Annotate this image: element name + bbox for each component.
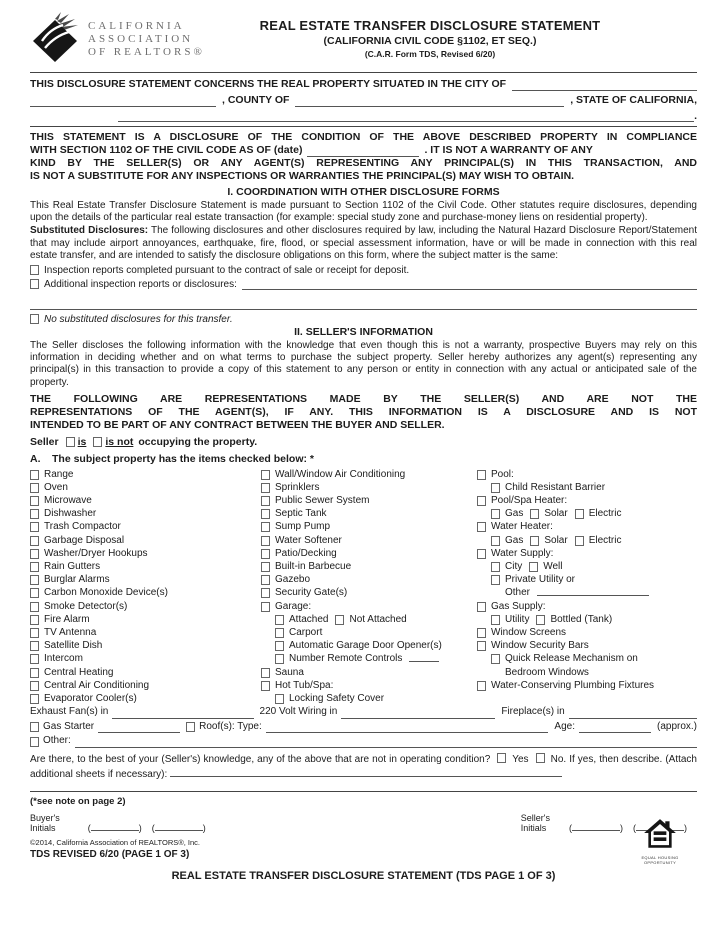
field-label: Gas Starter [43, 720, 95, 732]
equal-housing-logo [637, 818, 683, 865]
checklist-item-label: Septic Tank [275, 508, 327, 520]
checkbox-child-resistant-barrier[interactable] [491, 483, 500, 493]
revision-text: TDS REVISED 6/20 (PAGE 1 OF 3) [30, 849, 190, 861]
field-label: Age: [554, 720, 575, 732]
seller-information-paragraph: The Seller discloses the following information with the knowledge that even though this is not a warranty, prospective Buyers may rely on this information in deciding whether and on what terms to purchase the subject property. Seller hereby authorizes any agent(s) representing any principal(s) in this transaction to provide a copy of this statement to any person or entity in connection with any actual or anticipated sale of the property. [30, 339, 697, 388]
property-items-checklist [30, 468, 697, 706]
checkbox-quick-release-mechanism-on[interactable] [491, 654, 500, 664]
checklist-item-label: Carport [289, 627, 323, 639]
blank-field[interactable] [537, 586, 649, 596]
checklist-row [477, 586, 697, 599]
checkbox-electric[interactable] [575, 509, 584, 519]
county-field[interactable] [295, 96, 564, 107]
additional-reports-option [30, 278, 697, 291]
checkbox-well[interactable] [529, 562, 538, 572]
checklist-item-label: Central Air Conditioning [44, 679, 150, 691]
other-row [30, 735, 697, 748]
item-a-text: The subject property has the items checked below: * [52, 452, 314, 465]
checkbox-no[interactable] [536, 753, 545, 763]
checklist-item-label: City [505, 561, 523, 573]
checklist-item-label: Evaporator Cooler(s) [44, 693, 137, 705]
substituted-disclosures-lead: Substituted Disclosures: [30, 225, 149, 237]
date-field[interactable] [307, 146, 419, 157]
checklist-item-label: Locking Safety Cover [289, 693, 385, 705]
checklist-item-label: Built-in Barbecue [275, 561, 352, 573]
city-field-continued[interactable] [30, 96, 216, 107]
checkbox-pool-spa-heater[interactable] [477, 496, 486, 506]
field-label: Other: [43, 735, 71, 747]
roof-age-field[interactable] [579, 722, 651, 733]
checkbox-trash-compactor[interactable] [30, 522, 39, 532]
checkbox-burglar-alarms[interactable] [30, 575, 39, 585]
checkbox-gas[interactable] [491, 536, 500, 546]
checkbox-seller-is-not-occupying[interactable] [93, 437, 102, 447]
checklist-column-1 [30, 468, 261, 706]
eho-caption: EQUAL HOUSING OPPORTUNITY [641, 855, 679, 866]
footer-note: (*see note on page 2) [30, 796, 126, 808]
substituted-disclosures-body: The following disclosures and other disclosures required by law, including the Natural Hazard Disclosure Report/Statement that may include airport annoyances, earthquake, fire, flood, or special assessment information, have or will be made in connection with this real estate transfer, and are intended to satisfy the disclosure obligations on this form, where the subject matter is the same: [30, 225, 697, 262]
logo-line: CALIFORNIA [88, 19, 185, 32]
checklist-row [30, 666, 261, 679]
checklist-row [477, 666, 697, 679]
checkbox-central-heating[interactable] [30, 668, 39, 678]
checklist-item-label: Number Remote Controls [289, 653, 403, 665]
form-titles [230, 12, 630, 59]
question-text: Are there, to the best of your (Seller's) knowledge, any of the above that are not in operating condition? [30, 754, 491, 766]
field-label: Roof(s): Type: [199, 720, 262, 732]
field-label: 220 Volt Wiring in [259, 706, 338, 718]
checkbox-rain-gutters[interactable] [30, 562, 39, 572]
checkbox-additional-reports[interactable] [30, 279, 39, 289]
checklist-item-label: Automatic Garage Door Opener(s) [289, 640, 442, 652]
checkbox-solar[interactable] [530, 536, 539, 546]
section2-heading: II. SELLER'S INFORMATION [294, 325, 433, 338]
form-subtitle-revision: (C.A.R. Form TDS, Revised 6/20) [364, 49, 496, 59]
checklist-row [30, 613, 261, 626]
roof-type-field[interactable] [266, 722, 549, 733]
item-a-heading [30, 453, 697, 465]
checklist-row [261, 586, 477, 599]
checkbox-gazebo[interactable] [261, 575, 270, 585]
checkbox-gas-supply[interactable] [477, 602, 486, 612]
property-intro [30, 78, 697, 122]
checklist-item-label: Pool: [491, 468, 514, 480]
checkbox-bottled-tank[interactable] [536, 615, 545, 625]
operating-condition-question [30, 753, 697, 781]
checklist-row [477, 507, 697, 520]
checklist-row [261, 679, 477, 692]
checklist-row [30, 600, 261, 613]
checklist-item-label: Oven [44, 481, 68, 493]
checklist-item-label: Attached [289, 613, 329, 625]
checklist-item-label: TV Antenna [44, 627, 97, 639]
checklist-item-label: Well [543, 561, 563, 573]
checklist-item-label: Water Heater: [491, 521, 553, 533]
checklist-item-label: Wall/Window Air Conditioning [275, 468, 406, 480]
checklist-row [477, 481, 697, 494]
checklist-row [261, 534, 477, 547]
checklist-item-label: Water Softener [275, 534, 342, 546]
roof-row [30, 721, 697, 734]
checklist-row [30, 560, 261, 573]
form-title: REAL ESTATE TRANSFER DISCLOSURE STATEMENT [259, 18, 601, 33]
checklist-item-label: Fire Alarm [44, 613, 90, 625]
checklist-row [261, 613, 477, 626]
field-label: (approx.) [656, 720, 697, 732]
checklist-row [261, 494, 477, 507]
checklist-row [261, 626, 477, 639]
checkbox-oven[interactable] [30, 483, 39, 493]
checklist-row [261, 600, 477, 613]
checklist-column-3 [477, 468, 697, 706]
checklist-column-2 [261, 468, 477, 706]
equal-housing-logo-icon [642, 818, 678, 850]
additional-reports-field[interactable] [242, 279, 697, 290]
checklist-item-label: Bedroom Windows [505, 666, 589, 678]
checklist-row [477, 534, 697, 547]
checkbox-septic-tank[interactable] [261, 509, 270, 519]
checkbox-seller-is-occupying[interactable] [66, 437, 75, 447]
representations-line: INTENDED TO BE PART OF ANY CONTRACT BETWEEN THE BUYER AND SELLER. [30, 418, 445, 431]
checklist-row [477, 600, 697, 613]
checkbox-washer-dryer-hookups[interactable] [30, 549, 39, 559]
checklist-row [30, 494, 261, 507]
checklist-row [261, 692, 477, 705]
checkbox-electric[interactable] [575, 536, 584, 546]
checklist-item-label: Other [505, 587, 531, 599]
checklist-item-label: Gazebo [275, 574, 311, 586]
sellers-initials-field-1[interactable] [569, 822, 623, 833]
checkbox-garage[interactable] [261, 602, 270, 612]
checklist-row [477, 652, 697, 665]
checkbox-carbon-monoxide-device-s[interactable] [30, 588, 39, 598]
checkbox-attached[interactable] [275, 615, 284, 625]
compliance-line: . IT IS NOT A WARRANTY OF ANY [424, 144, 593, 157]
checklist-row [261, 520, 477, 533]
checklist-item-label: Intercom [44, 653, 83, 665]
option-label: Additional inspection reports or disclosures: [44, 278, 237, 290]
car-logo-icon [30, 12, 80, 66]
checkbox-dishwasher[interactable] [30, 509, 39, 519]
logo-line: OF REALTORS® [88, 45, 205, 58]
checklist-row [477, 468, 697, 481]
checklist-row [261, 639, 477, 652]
fireplace-field[interactable] [569, 708, 697, 719]
checklist-item-label: Not Attached [349, 613, 407, 625]
checkbox-gas-starter[interactable] [30, 722, 39, 732]
checkbox-built-in-barbecue[interactable] [261, 562, 270, 572]
checkbox-utility[interactable] [491, 615, 500, 625]
volt-wiring-field[interactable] [341, 708, 495, 719]
checklist-row [477, 560, 697, 573]
checklist-row [477, 547, 697, 560]
checkbox-yes[interactable] [497, 753, 506, 763]
checkbox-evaporator-cooler-s[interactable] [30, 694, 39, 704]
checklist-row [30, 692, 261, 705]
buyers-initials-field-1[interactable] [88, 822, 142, 833]
checkbox-fire-alarm[interactable] [30, 615, 39, 625]
checkbox-sprinklers[interactable] [261, 483, 270, 493]
checkbox-security-gate-s[interactable] [261, 588, 270, 598]
checklist-item-label: Bottled (Tank) [550, 613, 613, 625]
checklist-row [477, 573, 697, 586]
checkbox-window-screens[interactable] [477, 628, 486, 638]
car-logo-text [88, 20, 205, 59]
compliance-paragraph [30, 131, 697, 182]
checklist-item-label: Sauna [275, 666, 304, 678]
checklist-item-label: Patio/Decking [275, 547, 337, 559]
intro-text: THIS DISCLOSURE STATEMENT CONCERNS THE REAL PROPERTY SITUATED IN THE CITY OF [30, 78, 507, 90]
divider [30, 126, 697, 127]
buyers-initials-field-2[interactable] [152, 822, 206, 833]
checkbox-sauna[interactable] [261, 668, 270, 678]
checklist-item-label: Sump Pump [275, 521, 331, 533]
checkbox-private-utility-or[interactable] [491, 575, 500, 585]
checkbox-sump-pump[interactable] [261, 522, 270, 532]
initials-row [30, 813, 697, 833]
checkbox-water-supply[interactable] [477, 549, 486, 559]
checklist-item-label: Sprinklers [275, 481, 320, 493]
checklist-item-label: Solar [544, 508, 568, 520]
checklist-item-label: Garage: [275, 600, 312, 612]
exhaust-fan-row [30, 706, 697, 719]
checklist-item-label: Central Heating [44, 666, 114, 678]
checklist-item-label: Dishwasher [44, 508, 97, 520]
checklist-item-label: Child Resistant Barrier [505, 481, 606, 493]
checklist-row [261, 666, 477, 679]
checklist-row [477, 626, 697, 639]
checkbox-satellite-dish[interactable] [30, 641, 39, 651]
checklist-item-label: Private Utility or [505, 574, 576, 586]
checklist-row [477, 494, 697, 507]
section1-heading: I. COORDINATION WITH OTHER DISCLOSURE FORMS [227, 185, 500, 198]
checklist-row [261, 468, 477, 481]
checklist-row [261, 481, 477, 494]
intro-period: . [694, 109, 697, 122]
city-field[interactable] [512, 80, 697, 91]
car-logo [30, 12, 230, 66]
checklist-item-label: Quick Release Mechanism on [505, 653, 638, 665]
field-label: Exhaust Fan(s) in [30, 706, 109, 718]
checklist-row [30, 534, 261, 547]
describe-field[interactable] [170, 766, 562, 777]
checklist-item-label: Satellite Dish [44, 640, 103, 652]
checkbox-city[interactable] [491, 562, 500, 572]
checklist-item-label: Garbage Disposal [44, 534, 125, 546]
checklist-item-label: Gas Supply: [491, 600, 546, 612]
checklist-item-label: Pool/Spa Heater: [491, 495, 568, 507]
intro-text: , STATE OF CALIFORNIA, [570, 93, 697, 106]
checkbox-window-security-bars[interactable] [477, 641, 486, 651]
checkbox-number-remote-controls[interactable] [275, 654, 284, 664]
form-footer [30, 796, 697, 882]
other-field[interactable] [75, 737, 697, 748]
field-label: Fireplace(s) in [501, 706, 565, 718]
checkbox-tv-antenna[interactable] [30, 628, 39, 638]
checkbox-not-attached[interactable] [335, 615, 344, 625]
form-header [30, 12, 697, 73]
checklist-item-label: Hot Tub/Spa: [275, 679, 334, 691]
checklist-item-label: Gas [505, 508, 524, 520]
checkbox-water-softener[interactable] [261, 536, 270, 546]
checkbox-no-substituted-disclosures[interactable] [30, 314, 39, 324]
footer-divider [30, 791, 697, 792]
occupancy-label: Seller [30, 435, 59, 448]
checklist-item-label: Public Sewer System [275, 495, 370, 507]
intro-text: , COUNTY OF [222, 93, 290, 106]
checkbox-public-sewer-system[interactable] [261, 496, 270, 506]
representations-line: REPRESENTATIONS OF THE AGENT(S), IF ANY. THIS INFORMATION IS A DISCLOSURE AND IS NOT [30, 406, 697, 419]
checklist-item-label: Electric [588, 534, 622, 546]
checkbox-intercom[interactable] [30, 654, 39, 664]
checkbox-inspection-reports[interactable] [30, 265, 39, 275]
checklist-row [30, 547, 261, 560]
checkbox-patio-decking[interactable] [261, 549, 270, 559]
checklist-row [261, 507, 477, 520]
section1-paragraph: This Real Estate Transfer Disclosure Statement is made pursuant to Section 1102 of the Civil Code. Other statutes require disclosures, depending upon the details of the particular real estate transaction (for example: special study zone and purchase-money liens on residential property). [30, 199, 697, 223]
checkbox-microwave[interactable] [30, 496, 39, 506]
checklist-item-label: Solar [544, 534, 568, 546]
checkbox-roofs[interactable] [186, 722, 195, 732]
property-description-field[interactable] [118, 111, 694, 122]
checklist-row [30, 626, 261, 639]
occupancy-is-label: is [77, 435, 87, 448]
checklist-row [477, 639, 697, 652]
checklist-row [477, 679, 697, 692]
logo-line: ASSOCIATION [88, 32, 194, 45]
occupancy-label: occupying the property. [138, 435, 258, 448]
item-a-letter: A. [30, 452, 41, 465]
checklist-row [30, 679, 261, 692]
option-label: No substituted disclosures for this transfer. [44, 313, 233, 325]
checkbox-pool[interactable] [477, 470, 486, 480]
checklist-item-label: Window Screens [491, 627, 567, 639]
checkbox-water-heater[interactable] [477, 522, 486, 532]
checklist-item-label: Utility [505, 613, 530, 625]
no-label: No. If yes, then describe. (Attach additional sheets if necessary): [30, 754, 697, 781]
representations-paragraph [30, 393, 697, 431]
checkbox-water-conserving-plumbing-fixtures[interactable] [477, 681, 486, 691]
option-label: Inspection reports completed pursuant to the contract of sale or receipt for deposit. [44, 264, 410, 276]
checklist-item-label: Rain Gutters [44, 561, 101, 573]
inspection-reports-option [30, 264, 697, 277]
checkbox-central-air-conditioning[interactable] [30, 681, 39, 691]
compliance-line: IS NOT A SUBSTITUTE FOR ANY INSPECTIONS OR WARRANTIES THE PRINCIPAL(S) MAY WISH TO OBTAIN. [30, 169, 575, 182]
checklist-item-label: Gas [505, 534, 524, 546]
checkbox-garbage-disposal[interactable] [30, 536, 39, 546]
compliance-line: KIND BY THE SELLER(S) OR ANY AGENT(S) REPRESENTING ANY PRINCIPAL(S) IN THIS TRANSACTION, AND [30, 156, 697, 169]
checklist-row [261, 573, 477, 586]
sellers-initials-label: Seller's Initials [520, 813, 551, 834]
checklist-row [30, 573, 261, 586]
checkbox-hot-tub-spa[interactable] [261, 681, 270, 691]
checklist-item-label: Smoke Detector(s) [44, 600, 128, 612]
checkbox-automatic-garage-door-opener-s[interactable] [275, 641, 284, 651]
yes-label: Yes [512, 754, 529, 766]
checklist-item-label: Security Gate(s) [275, 587, 348, 599]
checkbox-solar[interactable] [530, 509, 539, 519]
checkbox-carport[interactable] [275, 628, 284, 638]
checkbox-smoke-detector-s[interactable] [30, 602, 39, 612]
checklist-row [30, 652, 261, 665]
additional-reports-field-continued[interactable] [30, 299, 697, 310]
checklist-item-label: Range [44, 468, 74, 480]
representations-line: THE FOLLOWING ARE REPRESENTATIONS MADE BY THE SELLER(S) AND ARE NOT THE [30, 393, 697, 406]
no-substituted-option [30, 313, 697, 326]
checklist-item-label: Washer/Dryer Hookups [44, 547, 148, 559]
checkbox-gas[interactable] [491, 509, 500, 519]
copyright-text: ©2014, California Association of REALTORS®, Inc. [30, 838, 201, 848]
checklist-item-label: Water-Conserving Plumbing Fixtures [491, 679, 655, 691]
page-footer-title: REAL ESTATE TRANSFER DISCLOSURE STATEMENT (TDS PAGE 1 OF 3) [171, 870, 556, 883]
checkbox-locking-safety-cover[interactable] [275, 694, 284, 704]
checklist-row [477, 613, 697, 626]
checkbox-range[interactable] [30, 470, 39, 480]
checklist-item-label: Trash Compactor [44, 521, 121, 533]
checklist-row [477, 520, 697, 533]
checklist-item-label: Microwave [44, 495, 92, 507]
compliance-line: THIS STATEMENT IS A DISCLOSURE OF THE CONDITION OF THE ABOVE DESCRIBED PROPERTY IN COMPLIANCE [30, 131, 697, 144]
checklist-row [30, 586, 261, 599]
checklist-row [30, 468, 261, 481]
checklist-row [30, 481, 261, 494]
checkbox-wall-window-air-conditioning[interactable] [261, 470, 270, 480]
form-subtitle-code: (CALIFORNIA CIVIL CODE §1102, ET SEQ.) [323, 35, 537, 47]
checklist-row [261, 547, 477, 560]
gas-starter-field[interactable] [98, 722, 180, 733]
checklist-row [261, 652, 477, 665]
occupancy-is-not-label: is not [105, 435, 134, 448]
checklist-item-label: Window Security Bars [491, 640, 589, 652]
buyers-initials-label: Buyer's Initials [30, 813, 60, 834]
compliance-line: WITH SECTION 1102 OF THE CIVIL CODE AS OF (date) [30, 144, 303, 157]
checklist-row [30, 639, 261, 652]
checklist-item-label: Water Supply: [491, 547, 554, 559]
checklist-row [30, 507, 261, 520]
blank-field[interactable] [409, 652, 439, 662]
checkbox-other[interactable] [30, 737, 39, 747]
exhaust-fan-field[interactable] [112, 708, 253, 719]
substituted-disclosures-paragraph [30, 225, 697, 262]
checklist-row [30, 520, 261, 533]
checklist-item-label: Carbon Monoxide Device(s) [44, 587, 168, 599]
checklist-item-label: Burglar Alarms [44, 574, 110, 586]
checklist-item-label: Electric [588, 508, 622, 520]
checklist-row [261, 560, 477, 573]
seller-occupancy-row [30, 436, 697, 448]
